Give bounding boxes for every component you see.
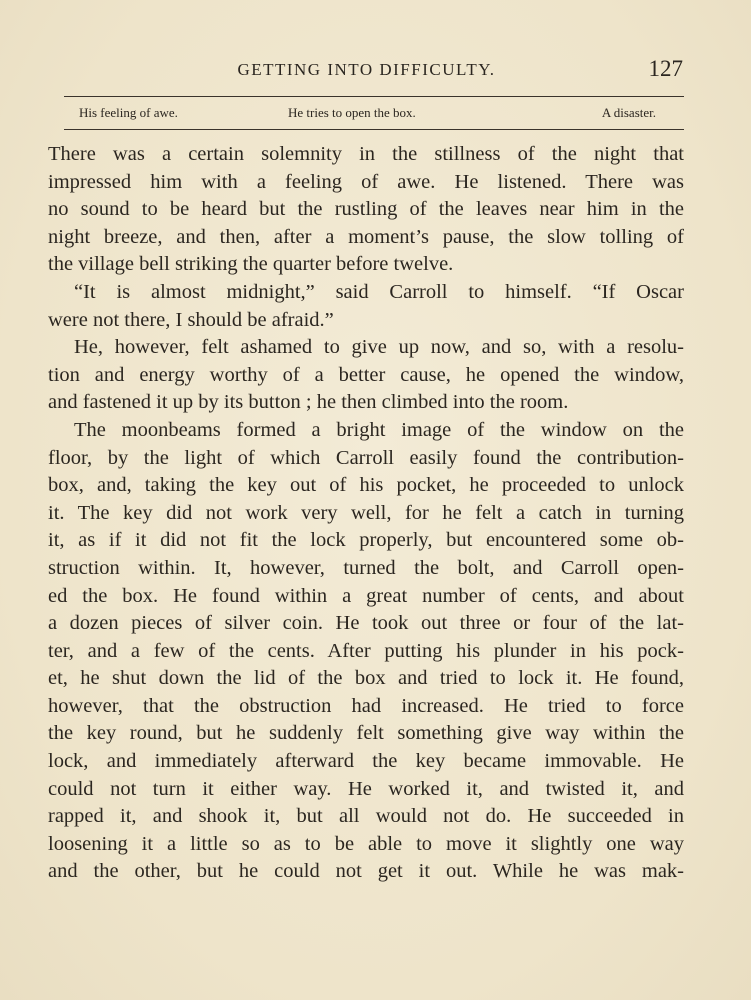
text-line: et, he shut down the lid of the box and tried to lock it. He found, (48, 667, 684, 690)
text-line: it, as if it did not fit the lock properly, but encountered some ob- (48, 529, 684, 552)
summary-note: A disaster. (601, 105, 656, 120)
text-line: the key round, but he suddenly felt something give way within the (48, 722, 684, 745)
summary-note: He tries to open the box. (288, 105, 416, 120)
text-line: and the other, but he could not get it out. While he was mak- (48, 860, 684, 883)
header-bottom-rule (64, 129, 684, 130)
text-line: no sound to be heard but the rustling of the leaves near him in the (48, 198, 684, 221)
text-line: ed the box. He found within a great number of cents, and about (48, 584, 684, 607)
text-line: and fastened it up by its button ; he then climbed into the room. (48, 391, 569, 414)
text-line: box, and, taking the key out of his pocket, he proceeded to unlock (48, 474, 684, 497)
text-line: There was a certain solemnity in the stillness of the night that (48, 143, 684, 165)
text-line: lock, and immediately afterward the key became immovable. He (48, 750, 684, 773)
text-line: floor, by the light of which Carroll easily found the contribution- (48, 446, 684, 469)
marginal-summary (64, 105, 684, 123)
summary-note: His feeling of awe. (79, 105, 178, 120)
text-line: rapped it, and shook it, but all would not do. He succeeded in (48, 805, 684, 828)
text-line: night breeze, and then, after a moment’s pause, the slow tolling of (48, 225, 684, 248)
text-line: The moonbeams formed a bright image of the window on the (74, 418, 684, 441)
text-line: could not turn it either way. He worked it, and twisted it, and (48, 777, 684, 800)
text-line: the village bell striking the quarter before twelve. (48, 253, 454, 276)
page-number: 127 (648, 56, 683, 81)
text-line: a dozen pieces of silver coin. He took out three or four of the lat- (48, 612, 684, 635)
text-line: ter, and a few of the cents. After putting his plunder in his pock- (48, 639, 684, 662)
text-line: it. The key did not work very well, for he felt a catch in turning (48, 501, 684, 524)
body-text (48, 141, 684, 886)
text-line: He, however, felt ashamed to give up now, and so, with a resolu- (74, 336, 684, 359)
text-line: loosening it a little so as to be able to move it slightly one way (48, 832, 684, 855)
text-line: however, that the obstruction had increased. He tried to force (48, 694, 684, 717)
text-line: struction within. It, however, turned the bolt, and Carroll open- (48, 556, 684, 579)
text-line: “It is almost midnight,” said Carroll to himself. “If Oscar (74, 280, 684, 303)
text-line: tion and energy worthy of a better cause, he opened the window, (48, 363, 684, 386)
text-line: were not there, I should be afraid.” (48, 308, 334, 331)
header-top-rule (64, 96, 684, 97)
chapter-title: GETTING INTO DIFFICULTY. (237, 60, 496, 79)
running-head (48, 56, 685, 86)
text-line: impressed him with a feeling of awe. He listened. There was (48, 170, 684, 193)
